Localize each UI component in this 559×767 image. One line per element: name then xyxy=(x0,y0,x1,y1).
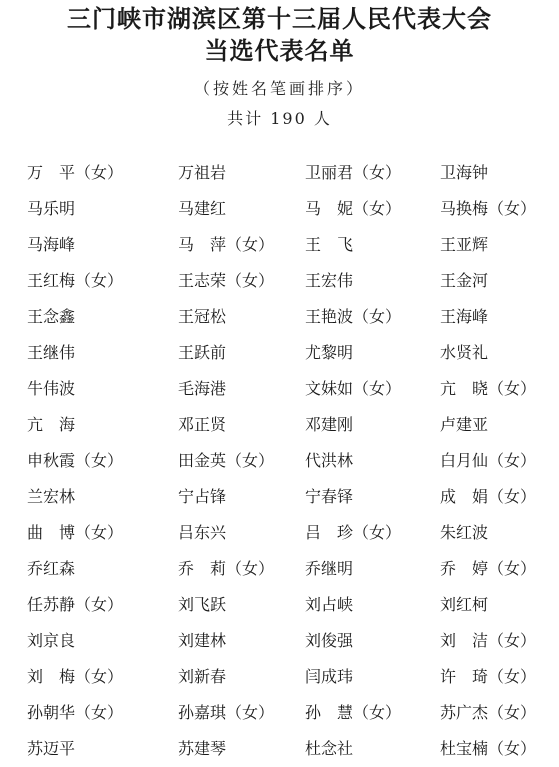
delegate-name: 毛海港 xyxy=(178,379,227,398)
document-title-line2: 当选代表名单 xyxy=(204,36,355,65)
delegate-name: 孙 慧（女） xyxy=(305,703,402,722)
delegate-name: 兰宏林 xyxy=(27,487,76,506)
delegate-name: 孙嘉琪（女） xyxy=(178,703,275,722)
delegate-name: 卫丽君（女） xyxy=(305,163,402,182)
delegate-name: 刘占峡 xyxy=(305,595,354,614)
delegate-name: 王海峰 xyxy=(440,307,489,326)
delegate-name: 乔 婷（女） xyxy=(440,559,537,578)
document-title-line1: 三门峡市湖滨区第十三届人民代表大会 xyxy=(67,4,492,33)
delegate-name: 孙朝华（女） xyxy=(27,703,124,722)
delegate-name: 万祖岩 xyxy=(178,163,227,182)
delegate-name: 刘新春 xyxy=(178,667,227,686)
delegate-name: 任苏静（女） xyxy=(27,595,124,614)
delegate-name: 朱红波 xyxy=(440,523,489,542)
delegate-name: 王继伟 xyxy=(27,343,76,362)
delegate-name: 许 琦（女） xyxy=(440,667,537,686)
delegate-name: 刘建林 xyxy=(178,631,227,650)
delegate-name: 卫海钟 xyxy=(440,163,489,182)
delegate-name: 亢 晓（女） xyxy=(440,379,537,398)
delegate-name: 刘 梅（女） xyxy=(27,667,124,686)
delegate-name: 闫成玮 xyxy=(305,667,354,686)
delegate-name: 王 飞 xyxy=(305,235,354,254)
delegate-name-list xyxy=(27,155,559,767)
delegate-name: 吕 珍（女） xyxy=(305,523,402,542)
delegate-name: 王亚辉 xyxy=(440,235,489,254)
delegate-name: 曲 博（女） xyxy=(27,523,124,542)
delegate-name: 刘飞跃 xyxy=(178,595,227,614)
delegate-name: 王跃前 xyxy=(178,343,227,362)
total-count: 共计 190 人 xyxy=(227,109,332,128)
delegate-name: 苏迈平 xyxy=(27,739,76,758)
delegate-name: 刘红柯 xyxy=(440,595,489,614)
delegate-name: 邓建刚 xyxy=(305,415,354,434)
delegate-name: 文妹如（女） xyxy=(305,379,402,398)
delegate-name: 马海峰 xyxy=(27,235,76,254)
delegate-name: 乔 莉（女） xyxy=(178,559,275,578)
delegate-name: 苏建琴 xyxy=(178,739,227,758)
delegate-name: 王艳波（女） xyxy=(305,307,402,326)
delegate-name: 王宏伟 xyxy=(305,271,354,290)
sort-note: （按姓名笔画排序） xyxy=(193,79,365,98)
delegate-name: 宁春铎 xyxy=(305,487,354,506)
delegate-name: 邓正贤 xyxy=(178,415,227,434)
delegate-name: 王冠松 xyxy=(178,307,227,326)
delegate-name: 马 妮（女） xyxy=(305,199,402,218)
delegate-name: 尤黎明 xyxy=(305,343,354,362)
delegate-name: 宁占锋 xyxy=(178,487,227,506)
delegate-name: 吕东兴 xyxy=(178,523,227,542)
delegate-name: 申秋霞（女） xyxy=(27,451,124,470)
delegate-name: 水贤礼 xyxy=(440,343,489,362)
delegate-name: 牛伟波 xyxy=(27,379,76,398)
delegate-name: 卢建亚 xyxy=(440,415,489,434)
delegate-name: 成 娟（女） xyxy=(440,487,537,506)
delegate-name: 杜念社 xyxy=(305,739,354,758)
delegate-name: 亢 海 xyxy=(27,415,76,434)
delegate-name: 刘俊强 xyxy=(305,631,354,650)
delegate-name: 马乐明 xyxy=(27,199,76,218)
delegate-name: 代洪林 xyxy=(305,451,354,470)
delegate-name: 王红梅（女） xyxy=(27,271,124,290)
delegate-name: 刘 洁（女） xyxy=(440,631,537,650)
delegate-name: 杜宝楠（女） xyxy=(440,739,537,758)
delegate-name: 乔红森 xyxy=(27,559,76,578)
delegate-name: 王念鑫 xyxy=(27,307,76,326)
delegate-name: 刘京良 xyxy=(27,631,76,650)
delegate-name: 马建红 xyxy=(178,199,227,218)
delegate-name: 王志荣（女） xyxy=(178,271,275,290)
delegate-name: 万 平（女） xyxy=(27,163,124,182)
delegate-name: 马换梅（女） xyxy=(440,199,537,218)
delegate-name: 马 萍（女） xyxy=(178,235,275,254)
delegate-name: 苏广杰（女） xyxy=(440,703,537,722)
delegate-name: 王金河 xyxy=(440,271,489,290)
delegate-name: 田金英（女） xyxy=(178,451,275,470)
delegate-name: 乔继明 xyxy=(305,559,354,578)
delegate-name: 白月仙（女） xyxy=(440,451,537,470)
